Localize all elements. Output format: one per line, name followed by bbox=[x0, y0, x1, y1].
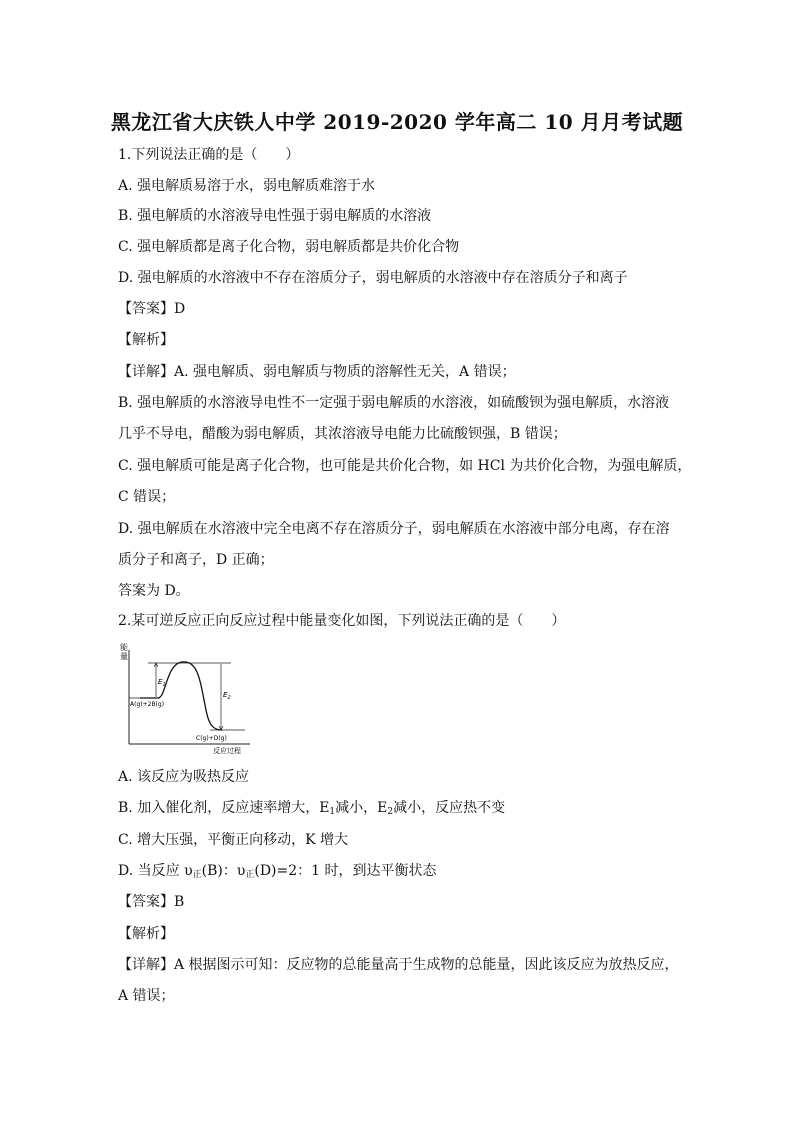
e1-label: $E_1$ bbox=[158, 678, 166, 688]
x-axis-label: 反应过程 bbox=[213, 747, 241, 755]
q1-option-a: A. 强电解质易溶于水，弱电解质难溶于水 bbox=[118, 178, 376, 194]
q1-detail-d-line2: 质分子和离子，D 正确； bbox=[118, 552, 274, 568]
q2-detail-a-line2: A 错误； bbox=[118, 988, 175, 1004]
q2-analysis-heading: 【解析】 bbox=[118, 926, 174, 942]
q1-stem: 1.下列说法正确的是（ ） bbox=[118, 147, 300, 163]
q1-option-d: D. 强电解质的水溶液中不存在溶质分子，弱电解质的水溶液中存在溶质分子和离子 bbox=[118, 270, 628, 286]
q1-detail-c-line1: C. 强电解质可能是离子化合物，也可能是共价化合物，如 HCl 为共价化合物，为强电解质， bbox=[118, 458, 692, 474]
q1-analysis-heading: 【解析】 bbox=[118, 332, 174, 348]
q1-option-b: B. 强电解质的水溶液导电性强于弱电解质的水溶液 bbox=[118, 208, 432, 224]
y-axis-label-2: 量 bbox=[120, 652, 128, 661]
q1-option-c: C. 强电解质都是离子化合物，弱电解质都是共价化合物 bbox=[118, 239, 460, 255]
q1-conclusion: 答案为 D。 bbox=[118, 583, 190, 599]
products-label: C(g)+D(g) bbox=[196, 735, 227, 742]
q2-option-c: C. 增大压强，平衡正向移动，K 增大 bbox=[118, 832, 349, 848]
q2-option-b: B. 加入催化剂，反应速率增大，$E_1$减小，$E_2$减小，反应热不变 bbox=[118, 800, 506, 817]
q1-detail-d-line1: D. 强电解质在水溶液中完全电离不存在溶质分子，弱电解质在水溶液中部分电离，存在溶 bbox=[118, 521, 670, 537]
q1-detail-b-line1: B. 强电解质的水溶液导电性不一定强于弱电解质的水溶液，如硫酸钡为强电解质，水溶液 bbox=[118, 395, 670, 411]
y-axis-label-1: 能 bbox=[120, 643, 128, 652]
e2-label: $E_2$ bbox=[223, 691, 231, 701]
q1-detail-c-line2: C 错误； bbox=[118, 489, 176, 505]
energy-profile-figure bbox=[118, 640, 258, 760]
q1-detail-a: 【详解】A. 强电解质、弱电解质与物质的溶解性无关，A 错误； bbox=[118, 364, 516, 380]
q2-detail-a-line1: 【详解】A 根据图示可知：反应物的总能量高于生成物的总能量，因此该反应为放热反应， bbox=[118, 957, 679, 973]
q2-answer: 【答案】B bbox=[118, 894, 185, 910]
q1-detail-b-line2: 几乎不导电，醋酸为弱电解质，其浓溶液导电能力比硫酸钡强，B 错误； bbox=[118, 426, 567, 442]
q2-option-a: A. 该反应为吸热反应 bbox=[118, 769, 250, 785]
q1-answer: 【答案】D bbox=[118, 301, 186, 317]
q2-stem: 2.某可逆反应正向反应过程中能量变化如图，下列说法正确的是（ ） bbox=[118, 613, 566, 629]
energy-curve bbox=[140, 662, 222, 730]
reactants-label: A(g)+2B(g) bbox=[130, 701, 165, 708]
document-title: 黑龙江省大庆铁人中学 2019-2020 学年高二 10 月月考试题 bbox=[110, 110, 684, 134]
q2-option-d: D. 当反应 $\upsilon_正(B)$：$\upsilon_正(D)=2$：1 时，到达平衡状态 bbox=[118, 863, 437, 880]
